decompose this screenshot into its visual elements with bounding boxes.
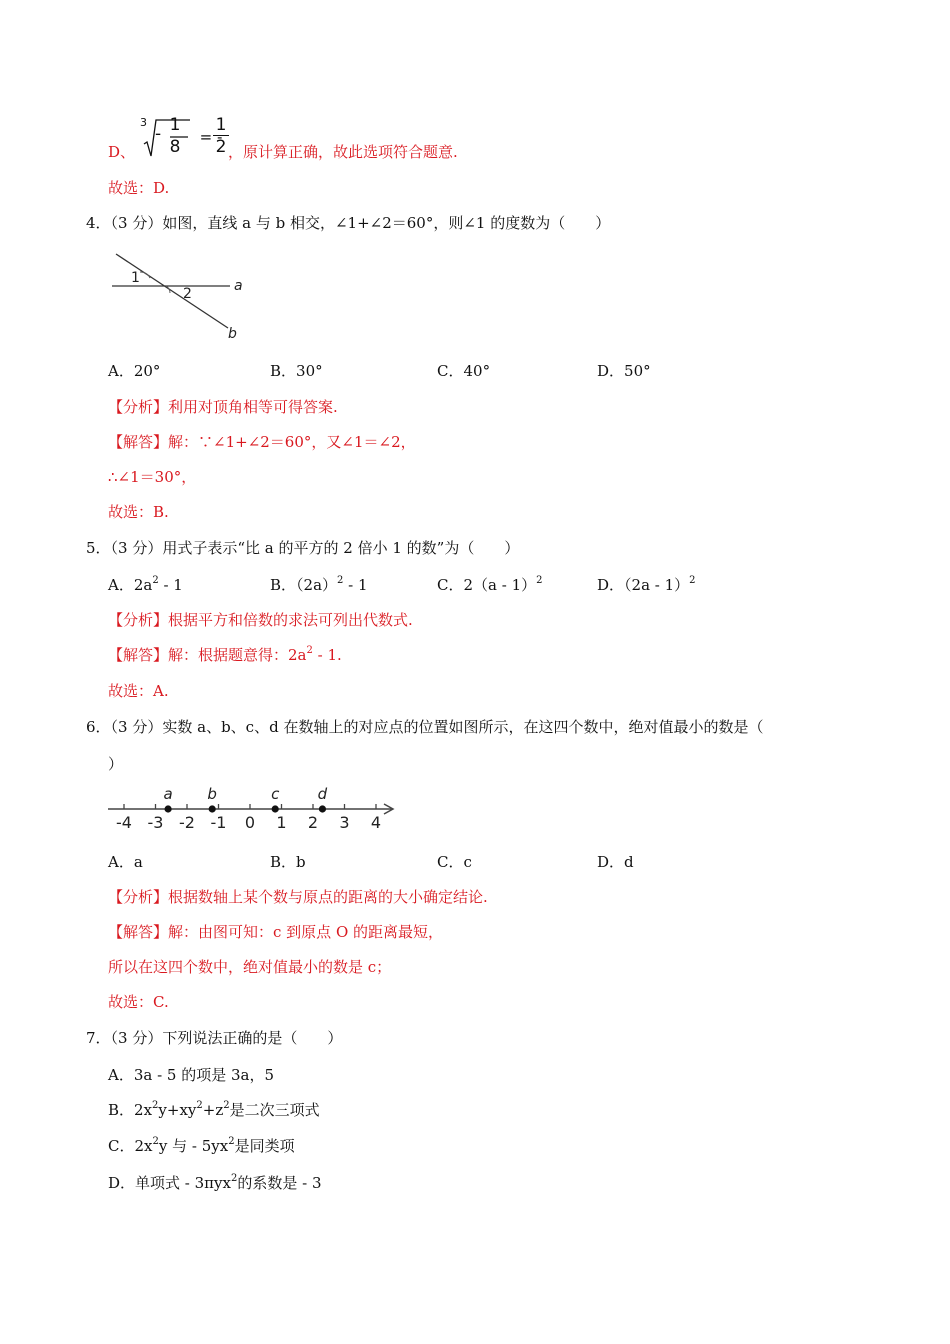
- q4-stem: （3 分）如图，直线 a 与 b 相交，∠1+∠2＝60°，则∠1 的度数为（ ）: [110, 214, 611, 232]
- number-line-tick-label: 1: [276, 813, 287, 832]
- q5-solution-exp: 2: [306, 645, 313, 656]
- q4-number: 4．: [86, 214, 111, 232]
- q6-solution: [108, 922, 443, 942]
- q6-option-c: C．c: [437, 853, 472, 871]
- line-b-label: b: [228, 326, 237, 342]
- q7-b-exp3: 2: [223, 1100, 230, 1111]
- q6-answer: 故选：C.: [108, 993, 169, 1011]
- number-line-point-label-d: d: [317, 785, 328, 803]
- q6-option-d: D．d: [597, 853, 634, 871]
- q6-solution-text: 解：由图可知：c 到原点 O 的距离最短，: [168, 923, 444, 941]
- q5-question: [86, 538, 519, 558]
- q4-option-a: A．20°: [108, 362, 161, 380]
- q3-answer: 故选：D.: [108, 179, 170, 197]
- q3-denominator: 8: [169, 137, 181, 157]
- q6-stem: （3 分）实数 a、b、c、d 在数轴上的对应点的位置如图所示，在这四个数中，绝对值最小的数是（: [110, 718, 764, 736]
- q5-solution: [108, 645, 342, 665]
- number-line-point-label-c: c: [271, 785, 280, 803]
- angle-1-label: 1: [131, 270, 140, 286]
- q5-option-d: [597, 575, 696, 595]
- line-a-label: a: [234, 278, 243, 294]
- q5-number: 5．: [86, 539, 111, 557]
- q5-option-a: [108, 575, 183, 595]
- q4-option-d: D．50°: [597, 362, 651, 380]
- q7-b-part4: 是二次三项式: [229, 1101, 320, 1119]
- number-line-tick-label: -3: [147, 813, 164, 832]
- q4-figure-intersecting-lines: [108, 248, 258, 348]
- q3-rhs-fraction-bar: [213, 135, 229, 136]
- solution-tag: 【解答】: [108, 923, 169, 941]
- q4-analysis: [108, 397, 338, 417]
- analysis-tag: 【分析】: [108, 398, 169, 416]
- q7-c-exp2: 2: [228, 1136, 235, 1147]
- q6-stem-cont: ）: [108, 755, 124, 773]
- q7-option-a: A．3a - 5 的项是 3a，5: [108, 1066, 275, 1084]
- q4-solution-text: 解：∵∠1+∠2＝60°，又∠1＝∠2，: [168, 433, 416, 451]
- q4-option-c: C．40°: [437, 362, 491, 380]
- q6-analysis-text: 根据数轴上某个数与原点的距离的大小确定结论.: [168, 888, 488, 906]
- q7-option-b: [108, 1100, 320, 1120]
- q3-minus: -: [155, 124, 162, 144]
- q5-b-tail: - 1: [343, 576, 368, 594]
- q6-question: [86, 717, 763, 737]
- q3-d-label: D、: [108, 143, 136, 161]
- q7-stem: （3 分）下列说法正确的是（ ）: [110, 1029, 343, 1047]
- q3-option-d-formula: [108, 116, 528, 166]
- q5-a-tail: - 1: [158, 576, 183, 594]
- number-line-point-a: [165, 805, 172, 812]
- number-line-point-label-b: b: [207, 785, 217, 803]
- q5-analysis-text: 根据平方和倍数的求法可列出代数式.: [168, 611, 413, 629]
- q4-answer: 故选：B.: [108, 503, 169, 521]
- q3-numerator: 1: [169, 115, 181, 135]
- q6-option-a: A．a: [108, 853, 143, 871]
- number-line-point-label-a: a: [163, 785, 173, 803]
- number-line-point-d: [319, 805, 326, 812]
- solution-tag: 【解答】: [108, 646, 169, 664]
- number-line-point-c: [272, 805, 279, 812]
- q7-option-c: [108, 1136, 295, 1156]
- angle-1-arc: [140, 272, 150, 278]
- q5-d-prefix: D．（2a - 1）: [597, 576, 690, 594]
- q7-number: 7．: [86, 1029, 111, 1047]
- q3-equals: = -: [199, 128, 223, 146]
- q6-number: 6．: [86, 718, 111, 736]
- q5-answer: 故选：A.: [108, 682, 169, 700]
- q7-d-exp1: 2: [230, 1173, 238, 1184]
- q7-d-part2: 的系数是 - 3: [237, 1174, 322, 1192]
- q7-option-d: [108, 1173, 322, 1193]
- q7-b-part1: B．2x: [108, 1101, 153, 1119]
- q5-c-exp: 2: [536, 575, 543, 586]
- angle-2-label: 2: [183, 286, 192, 302]
- q7-c-part2: y 与 - 5yx: [158, 1137, 229, 1155]
- q4-solution-line2: ∴∠1＝30°，: [108, 468, 197, 486]
- solution-tag: 【解答】: [108, 433, 169, 451]
- number-line-tick-label: 3: [339, 813, 350, 832]
- q3-root-index: 3: [140, 116, 147, 129]
- number-line-tick-label: 2: [307, 813, 319, 832]
- line-b: [116, 254, 228, 328]
- q3-d-comment: ，原计算正确，故此选项符合题意.: [228, 143, 458, 161]
- q5-solution-prefix: 解：根据题意得：2a: [168, 646, 307, 664]
- number-line-tick-label: -2: [179, 813, 195, 832]
- q4-option-b: B．30°: [270, 362, 323, 380]
- q7-d-part1: D．单项式 - 3πyx: [108, 1174, 231, 1192]
- q7-b-part2: y+xy: [158, 1101, 197, 1119]
- number-line-tick-label: 0: [244, 813, 256, 832]
- q5-a-exp: 2: [152, 575, 159, 586]
- q7-c-exp1: 2: [152, 1136, 159, 1147]
- q6-number-line: [104, 782, 404, 834]
- q7-b-exp1: 2: [152, 1100, 159, 1111]
- q5-analysis: [108, 610, 413, 630]
- q6-solution-line2: 所以在这四个数中，绝对值最小的数是 c；: [108, 958, 392, 976]
- q5-a-prefix: A．2a: [108, 576, 153, 594]
- q5-b-exp: 2: [337, 575, 344, 586]
- q5-d-exp: 2: [689, 575, 696, 586]
- q5-c-prefix: C．2（a - 1）: [437, 576, 537, 594]
- q3-rhs-numerator: 1: [215, 115, 227, 135]
- q6-option-b: B．b: [270, 853, 306, 871]
- q7-c-part1: C．2x: [108, 1137, 153, 1155]
- q7-question: [86, 1028, 342, 1048]
- number-line-tick-label: -1: [210, 813, 227, 832]
- analysis-tag: 【分析】: [108, 611, 169, 629]
- q5-b-prefix: B．（2a）: [270, 576, 338, 594]
- q5-stem: （3 分）用式子表示“比 a 的平方的 2 倍小 1 的数”为（ ）: [110, 539, 520, 557]
- q5-option-c: [437, 575, 543, 595]
- q5-solution-tail: - 1.: [312, 646, 342, 664]
- analysis-tag: 【分析】: [108, 888, 169, 906]
- q4-analysis-text: 利用对顶角相等可得答案.: [168, 398, 338, 416]
- q4-solution: [108, 432, 416, 452]
- q7-b-exp2: 2: [196, 1100, 203, 1111]
- q7-b-part3: +z: [202, 1101, 224, 1119]
- q7-c-part3: 是同类项: [234, 1137, 295, 1155]
- q4-question: [86, 213, 610, 233]
- q5-option-b: [270, 575, 368, 595]
- number-line-tick-label: 4: [370, 813, 382, 832]
- number-line-tick-label: -4: [116, 813, 132, 832]
- q3-rhs-denominator: 2: [215, 137, 227, 157]
- number-line-point-b: [209, 805, 216, 812]
- q6-analysis: [108, 887, 488, 907]
